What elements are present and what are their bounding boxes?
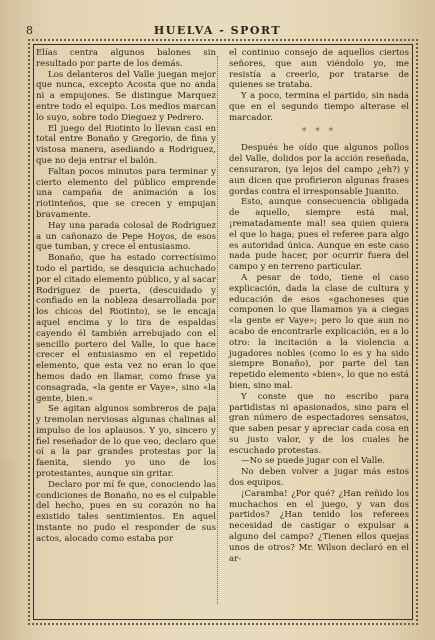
paragraph: Y conste que no escribo para partidistas ni apasionados, sino para el gran número de espectadores sensatos, que saben pesar y apreciar cada cosa en su justo valor, y de los cuales he escuchado protestas. [229,391,409,456]
paragraph: Y a poco, termina el partido, sin nada que en el segundo tiempo alterase el marcador. [229,91,409,123]
page-header [0,24,435,40]
paragraph: No deben volver a jugar más estos dos equipos. [229,467,409,489]
running-title: HUELVA - SPORT [153,24,282,37]
paragraph: Faltan pocos minutos para terminar y cierto elemento del público emprende una campaña de animación a los riotinteños, que se crecen y empujan bravamente. [36,166,216,220]
paragraph: A pesar de todo, tiene el caso explicación, dada la clase de cultura y educación de esos «gachoneses que componen lo que llamamos ya a ciegas «la gente er Vaye»; pero lo que aun no acabo de encontrarle explicación, es a lo otro: la incitación a la violencia a jugadores nobles (como lo es y ha sido siempre Bonaño), por parte del tan repetido elemento «bien», lo que no está bien, sino mal. [229,272,409,391]
paragraph: Los delanteros del Valle juegan mejor que nunca, excepto Acosta que no anda ni a empujones. Se distingue Marquez entre todo el equipo. Los medios marcan lo suyo, sobre todo Dieguez y Pedrero. [36,69,216,123]
paragraph: Hay una parada colosal de Rodriguez a un cañonazo de Pepe Hoyos, de esos que tumban, y crece el entusiasmo. [36,220,216,253]
paragraph: —No se puede jugar con el Valle. [241,456,386,467]
paragraph: Esto, aunque consecuencia obligada de aquello, siempre está mal, ¡rematadamente mal! sea quien quiera el que lo haga; pues el referee para algo es autoridad única. Aunque en este caso nada pude hacer, por ocurrir fuera del campo y en terreno particular. [229,197,409,273]
right-column [229,48,409,564]
paragraph: Se agitan algunos sombreros de paja y tremolan nerviosas algunas chalinas al impulso de los aplausos. Y yo, sincero y fiel reseñador de lo que veo, declaro que oí a la par grandes protestas por la faenita, siendo yo uno de los protestantes, aunque sin gritar. [36,404,216,480]
section-separator: * * * [301,126,337,137]
column-divider [217,56,218,604]
paragraph: ¡Caramba! ¿Por qué? ¿Han reñido los muchachos en el juego, y van dos partidos? ¿Han tenido los referees necesidad de castigar o expulsar a alguno del campo? ¿Tienen ellos quejas unos de otros? Mr. Wilson declaró en el ar- [229,488,409,564]
paragraph: Bonaño, que ha estado correctísimo todo el partido, se desquicia achuchado por el citado elemento público, y al sacar Rodriguez de puerta, (descuidado y confiado en la nobleza desarrollada por los chicos del Riotinto), se le encaja aquel encima y lo tira de espaldas cayendo él también arrebujado con el sencillo portero del Valle, lo que hace crecer el entusiasmo en el repetido elemento, que esta vez no eran lo que hemos dado en llamar, como frase ya consagrada, «la gente er Vaye», sino «la gente, bien.» [36,253,216,404]
paragraph: El juego del Riotinto lo llevan casi en total entre Bonaño y Gregorio, de fina y vistosa manera, asediando a Rodriguez, que no deja entrar el balón. [36,123,216,166]
paragraph: Elías centra algunos balones sin resultado por parte de los demás. [36,48,216,69]
paragraph: Después he oído que algunos pollos del Valle, dolidos por la acción reseñada, censuraron, (ya lejos del campo ¿eh?) y aun dicen que profirieron algunas frases gordas contra el irresponsable Juanito. [229,143,409,197]
page-number: 8 [26,24,33,37]
paragraph: Declaro por mí fe que, conociendo las condiciones de Bonaño, no es el culpable del hecho, pues en su corazón no ha existido tales sentimientos. En aquel instante no pudo el responder de sus actos, alocado como estaba por [36,479,216,544]
left-column [36,48,216,545]
paragraph: el continuo consejo de aquellos ciertos señores, que aun viéndolo yo, me resistía a creerlo, por tratarse de quienes se trataba. [229,48,409,91]
thumb-shadow [0,460,20,640]
